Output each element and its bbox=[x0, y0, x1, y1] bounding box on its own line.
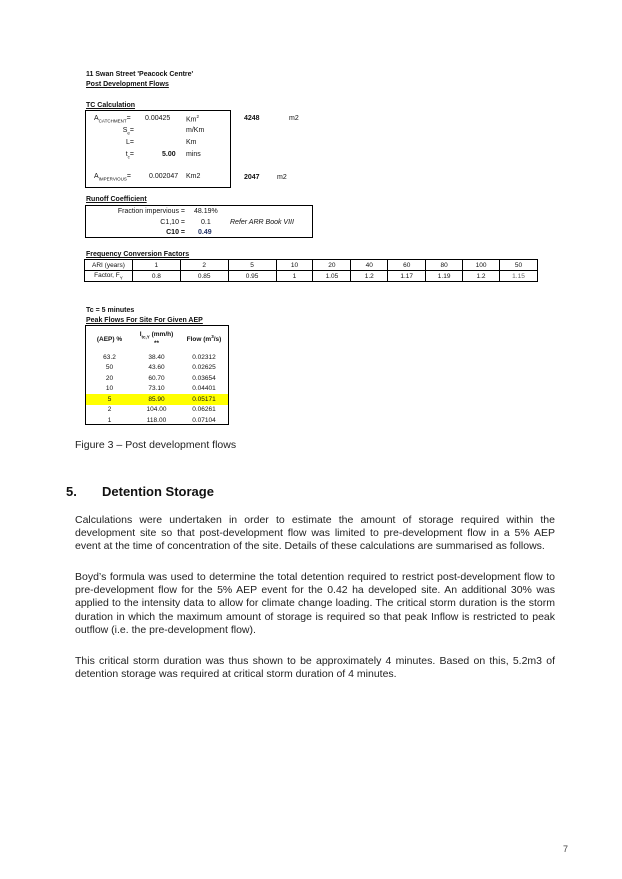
intensity-cell: 38.40 bbox=[148, 353, 165, 361]
runoff-value-c10: 0.49 bbox=[198, 229, 212, 236]
tc-value-tc: 5.00 bbox=[162, 151, 176, 158]
table-row-highlighted bbox=[86, 394, 228, 405]
col-intensity-header: $I_{tc,Y}$ (mm/h) ** bbox=[139, 331, 174, 347]
runoff-value-c110: 0.1 bbox=[201, 219, 211, 226]
col-flow-header: Flow $(m^3/s)$ bbox=[186, 334, 222, 344]
tc-calc-title: TC Calculation bbox=[86, 102, 136, 109]
tc-label-slope: $S_e=$ bbox=[122, 127, 134, 136]
aep-cell: 10 bbox=[105, 385, 114, 393]
frequency-table bbox=[84, 259, 538, 282]
tc-label-catchment: $A_{CATCHMENT}=$ bbox=[94, 115, 131, 124]
flow-cell: 0.02312 bbox=[192, 353, 216, 361]
runoff-label-fraction: Fraction impervious = bbox=[117, 208, 185, 215]
factor-cell: 1.15 bbox=[499, 271, 537, 282]
paragraph-2: Boyd’s formula was used to determine the total detention required to restrict post-development flow to pre-development flow for the 5% AEP event for the 0.42 ha developed site. An additional 30% was applied to the intensity data to allow for climate change loading. The critical storm duration is the storm duration in which the maximum amount of storage is required so that peak Inflow is restricted to peak outflow (i.e. the pre-development flow). bbox=[75, 571, 555, 636]
ari-cell: 100 bbox=[463, 260, 500, 271]
ari-row bbox=[85, 260, 538, 271]
ari-cell: 2 bbox=[180, 260, 228, 271]
runoff-value-fraction: 48.19% bbox=[194, 208, 218, 215]
factor-cell: 1.17 bbox=[388, 271, 426, 282]
flow-cell: 0.05171 bbox=[180, 394, 228, 405]
tc-unit-impervious: Km2 bbox=[186, 173, 201, 180]
tc-extra-unit-catchment: m2 bbox=[289, 115, 299, 122]
table-row bbox=[86, 373, 228, 384]
section-number: 5. bbox=[66, 484, 77, 499]
tc-label-length: L= bbox=[126, 139, 134, 146]
intensity-cell: 85.90 bbox=[133, 394, 180, 405]
aep-cell: 50 bbox=[105, 364, 114, 372]
tc-line: Tc = 5 minutes bbox=[86, 307, 135, 314]
table-row bbox=[86, 352, 228, 363]
paragraph-3: This critical storm duration was thus shown to be approximately 4 minutes. Based on this, 5.2m3 of detention storage was required at critical storm duration of 4 minutes. bbox=[75, 655, 555, 681]
tc-label-tc: $t_c=$ bbox=[125, 151, 134, 160]
peak-header-row bbox=[86, 326, 228, 352]
tc-extra-impervious: 2047 bbox=[244, 174, 260, 181]
factor-cell: 0.95 bbox=[228, 271, 276, 282]
flow-cell: 0.07104 bbox=[192, 416, 216, 424]
aep-cell: 2 bbox=[107, 406, 112, 414]
ari-cell: 50 bbox=[499, 260, 537, 271]
aep-cell: 20 bbox=[105, 374, 114, 382]
peak-title: Peak Flows For Site For Given AEP bbox=[86, 317, 203, 324]
flow-cell: 0.06261 bbox=[192, 406, 216, 414]
frequency-title: Frequency Conversion Factors bbox=[86, 251, 190, 258]
factor-row bbox=[85, 271, 538, 282]
intensity-cell: 118.00 bbox=[146, 416, 167, 424]
factor-cell: 1.05 bbox=[313, 271, 351, 282]
ari-cell: 5 bbox=[228, 260, 276, 271]
factor-cell: 0.85 bbox=[180, 271, 228, 282]
ari-cell: 20 bbox=[313, 260, 351, 271]
post-dev-subtitle: Post Development Flows bbox=[86, 81, 169, 88]
ari-cell: 10 bbox=[276, 260, 313, 271]
tc-value-impervious: 0.002047 bbox=[149, 173, 179, 180]
runoff-title: Runoff Coefficient bbox=[86, 196, 147, 203]
table-row bbox=[86, 384, 228, 395]
runoff-label-c10: C10 = bbox=[166, 229, 185, 236]
tc-unit-catchment: Km$^2$ bbox=[186, 114, 200, 124]
tc-unit-length: Km bbox=[186, 139, 197, 146]
flow-cell: 0.02625 bbox=[192, 364, 216, 372]
runoff-label-c110: C1,10 = bbox=[160, 219, 185, 226]
aep-cell: 5 bbox=[86, 394, 133, 405]
col-aep-header: (AEP) % bbox=[96, 335, 123, 343]
table-row bbox=[86, 415, 228, 426]
ari-cell: 80 bbox=[426, 260, 463, 271]
tc-value-catchment: 0.00425 bbox=[145, 115, 171, 122]
intensity-cell: 73.10 bbox=[148, 385, 165, 393]
flow-cell: 0.03654 bbox=[192, 374, 216, 382]
aep-cell: 1 bbox=[107, 416, 112, 424]
figure-caption: Figure 3 – Post development flows bbox=[75, 439, 237, 451]
intensity-cell: 43.60 bbox=[148, 364, 165, 372]
tc-unit-tc: mins bbox=[186, 151, 201, 158]
table-row bbox=[86, 363, 228, 374]
tc-extra-unit-impervious: m2 bbox=[277, 174, 287, 181]
intensity-cell: 60.70 bbox=[148, 374, 165, 382]
factor-cell: 0.8 bbox=[132, 271, 180, 282]
aep-cell: 63.2 bbox=[103, 353, 116, 361]
tc-label-impervious: $A_{IMPERVIOUS}=$ bbox=[94, 173, 131, 182]
peak-table bbox=[86, 326, 228, 426]
ari-cell: 40 bbox=[351, 260, 388, 271]
factor-cell: 1.19 bbox=[426, 271, 463, 282]
factor-cell: 1 bbox=[276, 271, 313, 282]
factor-cell: 1.2 bbox=[351, 271, 388, 282]
runoff-note: Refer ARR Book VIII bbox=[230, 219, 294, 226]
tc-unit-slope: m/Km bbox=[186, 127, 205, 134]
flow-cell: 0.04401 bbox=[192, 385, 216, 393]
ari-cell: 1 bbox=[132, 260, 180, 271]
intensity-cell: 104.00 bbox=[146, 406, 167, 414]
tc-extra-catchment: 4248 bbox=[244, 115, 260, 122]
site-address: 11 Swan Street 'Peacock Centre' bbox=[86, 71, 194, 78]
page-number: 7 bbox=[563, 844, 569, 854]
ari-label: ARI (years) bbox=[85, 260, 133, 271]
ari-cell: 60 bbox=[388, 260, 426, 271]
section-title: Detention Storage bbox=[102, 484, 214, 499]
table-row bbox=[86, 405, 228, 416]
factor-label: Factor, $F_Y$ bbox=[85, 271, 133, 282]
paragraph-1: Calculations were undertaken in order to estimate the amount of storage required within the development site so that post-development flow was limited to pre-development flow in a 5% AEP event at the time of concentration of the site. Details of these calculations are summarised as follows. bbox=[75, 514, 555, 553]
factor-cell: 1.2 bbox=[463, 271, 500, 282]
